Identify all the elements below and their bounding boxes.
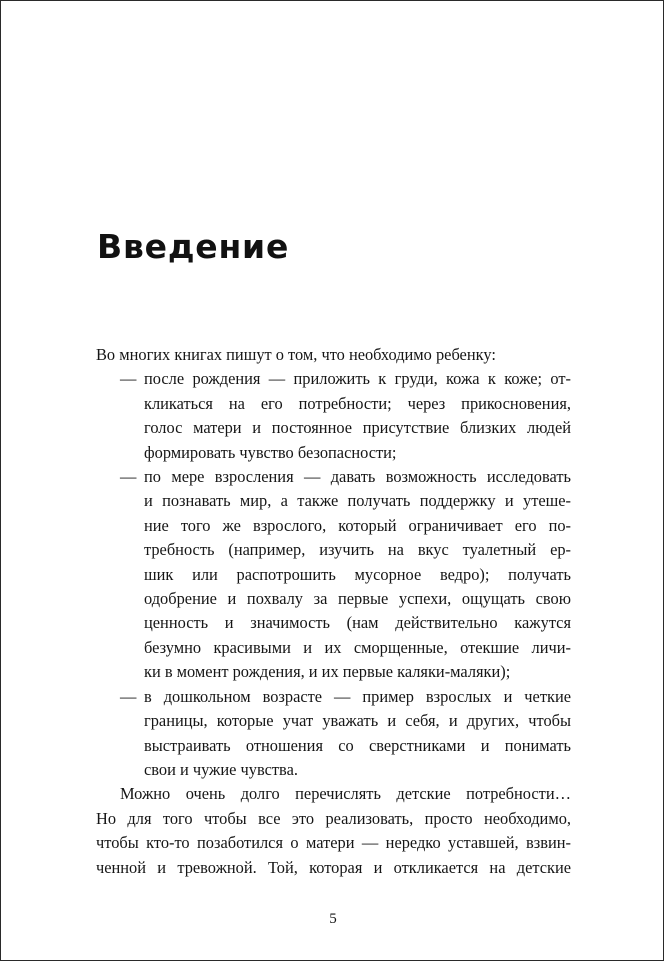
text-line: и познавать мир, а также получать поддержку и утеше-	[144, 491, 571, 511]
text-line: чтобы кто-то позаботился о матери — нередко уставшей, взвин-	[96, 833, 571, 853]
text-line: формировать чувство безопасности;	[144, 442, 397, 462]
text-line: Можно очень долго перечислять детские потребности…	[120, 784, 571, 804]
text-line: ченной и тревожной. Той, которая и откликается на детские	[96, 857, 571, 877]
text-line: шик или распотрошить мусорное ведро); получать	[144, 564, 571, 584]
list-dash: —	[120, 686, 137, 706]
text-line: ние того же взрослого, который ограничивает его по-	[144, 515, 571, 535]
needs-list	[96, 367, 571, 782]
page-number: 5	[329, 911, 337, 927]
text-line: голос матери и постоянное присутствие близких людей	[144, 418, 571, 438]
intro-paragraph: Во многих книгах пишут о том, что необходимо ребенку:	[96, 345, 496, 364]
text-line: по мере взросления — давать возможность исследовать	[144, 467, 571, 487]
list-item-after-birth	[96, 367, 571, 465]
text-line: кликаться на его потребности; через прикосновения,	[144, 393, 571, 413]
text-line: ки в момент рождения, и их первые каляки-маляки);	[144, 662, 511, 682]
text-line: свои и чужие чувства.	[144, 759, 298, 779]
text-line: Но для того чтобы все это реализовать, просто необходимо,	[96, 808, 571, 828]
list-dash: —	[120, 369, 137, 389]
text-line: выстраивать отношения со сверстниками и понимать	[144, 735, 571, 755]
text-line: требность (например, изучить на вкус туалетный ер-	[144, 540, 571, 560]
chapter-body	[96, 343, 571, 880]
closing-paragraph	[96, 782, 571, 880]
text-line: ценность и значимость (нам действительно кажутся	[144, 613, 571, 633]
text-line: границы, которые учат уважать и себя, и других, чтобы	[144, 711, 571, 731]
list-item-preschool	[96, 685, 571, 783]
text-line: после рождения — приложить к груди, кожа к коже; от-	[144, 369, 571, 389]
text-line: в дошкольном возрасте — пример взрослых и четкие	[144, 686, 571, 706]
list-dash: —	[120, 467, 137, 487]
list-item-growing-up	[96, 465, 571, 685]
chapter-heading: Введение	[97, 227, 290, 266]
text-line: безумно красивыми и их сморщенные, отекшие личи-	[144, 637, 571, 657]
text-line: одобрение и похвалу за первые успехи, ощущать свою	[144, 589, 571, 609]
